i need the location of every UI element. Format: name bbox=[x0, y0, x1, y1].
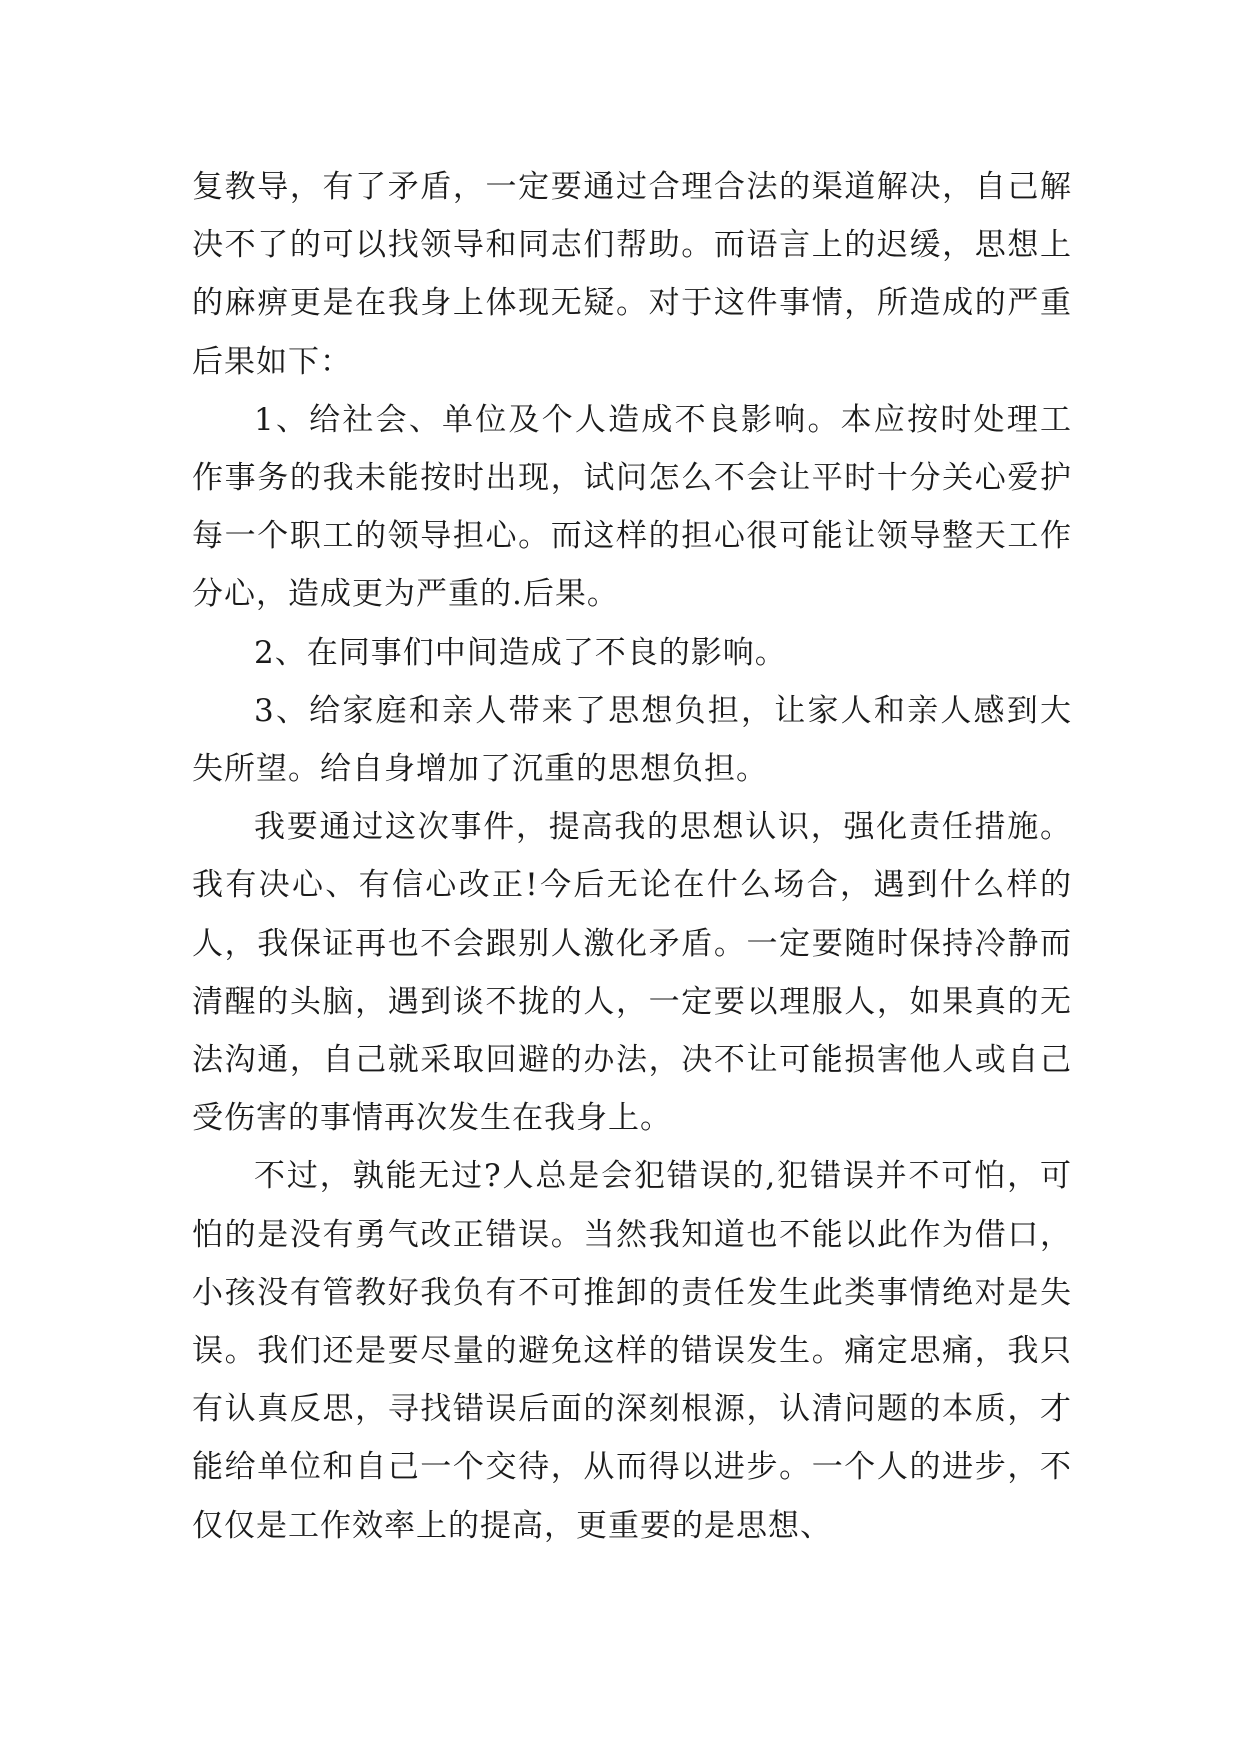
paragraph-2: 1、给社会、单位及个人造成不良影响。本应按时处理工作事务的我未能按时出现，试问怎么不会让平时十分关心爱护每一个职工的领导担心。而这样的担心很可能让领导整天工作分心，造成更为严重的.后果。 bbox=[192, 401, 1072, 613]
paragraph-3: 2、在同事们中间造成了不良的影响。 bbox=[254, 634, 787, 671]
paragraph-5: 我要通过这次事件，提高我的思想认识，强化责任措施。我有决心、有信心改正!今后无论在什么场合，遇到什么样的人，我保证再也不会跟别人激化矛盾。一定要随时保持冷静而清醒的头脑，遇到谈不拢的人，一定要以理服人，如果真的无法沟通，自己就采取回避的办法，决不让可能损害他人或自己受伤害的事情再次发生在我身上。 bbox=[192, 809, 1072, 1137]
document-body bbox=[192, 158, 1072, 1555]
paragraph-1: 复教导，有了矛盾，一定要通过合理合法的渠道解决，自己解决不了的可以找领导和同志们帮助。而语言上的迟缓，思想上的麻痹更是在我身上体现无疑。对于这件事情，所造成的严重后果如下： bbox=[192, 169, 1072, 380]
paragraph-6: 不过，孰能无过?人总是会犯错误的,犯错误并不可怕，可怕的是没有勇气改正错误。当然我知道也不能以此作为借口，小孩没有管教好我负有不可推卸的责任发生此类事情绝对是失误。我们还是要尽量的避免这样的错误发生。痛定思痛，我只有认真反思，寻找错误后面的深刻根源，认清问题的本质，才能给单位和自己一个交待，从而得以进步。一个人的进步，不仅仅是工作效率上的提高，更重要的是思想、 bbox=[192, 1158, 1072, 1544]
paragraph-4: 3、给家庭和亲人带来了思想负担，让家人和亲人感到大失所望。给自身增加了沉重的思想负担。 bbox=[192, 692, 1072, 788]
